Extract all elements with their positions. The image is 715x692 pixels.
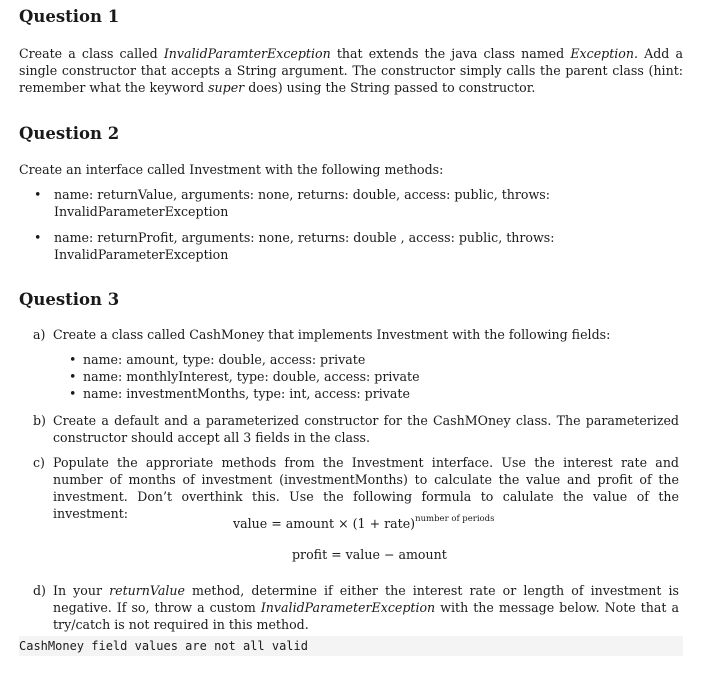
code-block: CashMoney field values are not all valid <box>19 636 683 656</box>
q1-text-b: that extends the java class named <box>330 46 571 61</box>
question-2-intro: Create an interface called Investment with the following methods: <box>19 162 444 177</box>
d-method-name: returnValue <box>109 583 185 598</box>
q1-super-keyword: super <box>208 80 245 95</box>
part-a-text: Create a class called CashMoney that implements Investment with the following fields: <box>53 327 611 342</box>
bullet-icon: • <box>69 386 77 401</box>
field-3-text: name: investmentMonths, type: int, access: private <box>83 386 410 401</box>
field-1-text: name: amount, type: double, access: private <box>83 352 366 367</box>
d-exception-name: InvalidParameterException <box>260 600 436 615</box>
q1-text-d: does) using the String passed to constructor. <box>244 80 536 95</box>
q1-text-a: Create a class called <box>19 46 164 61</box>
d-text-b: method, determine if either the interest rate or length of investment is negative. If so, throw a custom <box>53 583 679 615</box>
question-1-paragraph <box>19 45 683 96</box>
q2-bullet-2-text: name: returnProfit, arguments: none, returns: double , access: public, throws: InvalidParameterException <box>54 230 555 262</box>
part-c-label: c) <box>33 455 45 470</box>
d-text-a: In your <box>53 583 110 598</box>
q1-exception-name: Exception. <box>570 46 638 61</box>
q2-bullet-1-text: name: returnValue, arguments: none, returns: double, access: public, throws: InvalidParameterException <box>54 187 550 219</box>
q1-text-c: Add a single constructor that accepts a String argument. The constructor simply calls the parent class (hint: remember what the keyword <box>19 46 683 95</box>
question-3-title: Question 3 <box>19 290 120 309</box>
d-text-c: with the message below. Note that a try/catch is not required in this method. <box>53 600 679 632</box>
part-c-text: Populate the approriate methods from the Investment interface. Use the interest rate and number of months of investment (investmentMonths) to calculate the value and profit of the investment. Don’t overthink this. Use the following formula to calulate the value of the investment: <box>53 455 679 521</box>
value-formula-exponent: number of periods <box>415 514 495 524</box>
part-d-label: d) <box>33 583 46 598</box>
bullet-icon: • <box>69 369 77 384</box>
question-1-title: Question 1 <box>19 7 120 26</box>
question-2-title: Question 2 <box>19 124 120 143</box>
field-2-text: name: monthlyInterest, type: double, access: private <box>83 369 420 384</box>
part-a-label: a) <box>33 327 46 342</box>
bullet-icon: • <box>69 352 77 367</box>
profit-formula: profit = value − amount <box>292 547 447 562</box>
value-formula <box>233 516 494 531</box>
part-d-text <box>53 582 679 633</box>
q1-class-name: InvalidParamterException <box>163 46 331 61</box>
part-b-text: Create a default and a parameterized constructor for the CashMOney class. The parameterized constructor should accept all 3 fields in the class. <box>53 413 679 445</box>
bullet-icon: • <box>34 187 42 202</box>
value-formula-main: value = amount × (1 + rate) <box>233 516 416 532</box>
bullet-icon: • <box>34 230 42 245</box>
part-b-label: b) <box>33 413 46 428</box>
